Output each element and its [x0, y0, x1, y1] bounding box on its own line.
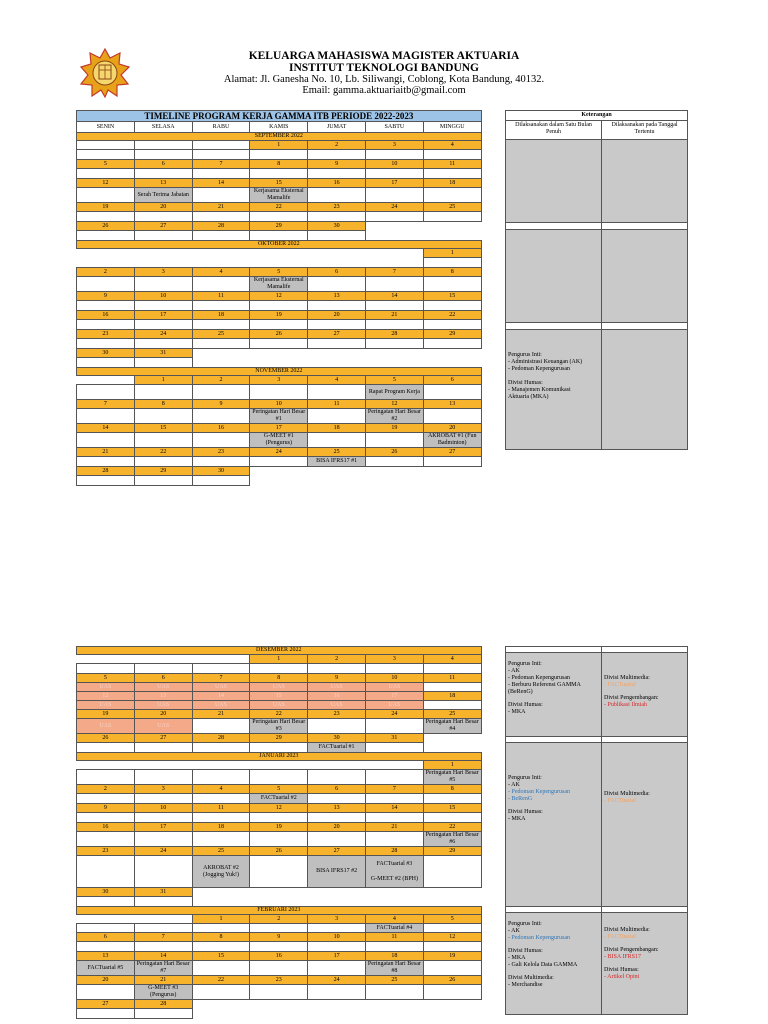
- uas-cell: UAS: [192, 701, 250, 710]
- day-header: KAMIS: [250, 122, 308, 133]
- uas-cell: UAS: [250, 683, 308, 692]
- keterangan-top: [505, 110, 688, 450]
- event-cell: Rapat Program Kerja: [365, 385, 423, 400]
- uas-cell: UAS: [192, 683, 250, 692]
- day-header: JUMAT: [308, 122, 366, 133]
- day-header: SELASA: [134, 122, 192, 133]
- keterangan-feb-right: Divisi Multimedia: - FACTuarial Divisi Pengembangan: - BISA IFRS17 Divisi Humas: - Artikel Opini: [602, 913, 688, 1015]
- uas-cell: UAS: [134, 683, 192, 692]
- event-cell: Peringatan Hari Besar #1: [250, 409, 308, 424]
- month-label: DESEMBER 2022: [77, 647, 482, 655]
- day-header: RABU: [192, 122, 250, 133]
- institute-name: INSTITUT TEKNOLOGI BANDUNG: [288, 62, 479, 74]
- event-cell: AKROBAT #2 (Jogging Yuk!): [192, 856, 250, 888]
- keterangan-des-left: Pengurus Inti: - AK - Pedoman Kepengurusan - Berburu Referensi GAMMA (BeRenG) Divisi Humas: - MKA: [506, 653, 602, 737]
- keterangan-feb-left: Pengurus Inti: - AK - Pedoman Kepengurusan Divisi Humas: - MKA - Gali Kelola Data GAMMA Divisi Multimedia: - Merchandise: [506, 913, 602, 1015]
- month-label: SEPTEMBER 2022: [77, 133, 482, 141]
- event-cell: FACTuarial #4: [365, 924, 423, 933]
- calendar-des-feb: DESEMBER 2022 1 2 3 4 5 6 7 8 9 10 11 UAS UAS UAS UAS UAS UAS 12 13 14 15 16 17 18 UAS UAS UAS UAS UAS UAS 19 20 21 22 23 24 25 UAS UAS Peringatan Hari Besar #3 Peringatan Hari Besar #4 26 27 28 29 30 31 FACTuarial #1 JANUARI 2023 1 Peringatan Hari Besar #5 2 3 4 5 6 7 8 FACTuarial #2 9 10 11 12 13 14 15 16 17 18 19 20 21 22 Peringatan Hari Besar #6 23 24 25 26 27 28 29 AKROBAT #2 (Jogging Yuk!) BISA IFRS17 #2 FACTuarial #3 G-MEET #2 (BPH) 30 31 FEBRUARI 2023 1 2 3 4 5 FACTuarial #4 6 7 8 9 10 11 12 13 14 15 16 17 18 19 FACTuarial #5 Peringatan Hari Besar #7 Peringatan Hari Besar #8 20 21 22 23 24 25 26 G-MEET #3 (Pengurus) 27 28: [76, 646, 482, 1019]
- event-cell: G-MEET #3 (Pengurus): [134, 985, 192, 1000]
- uas-cell: UAS: [365, 683, 423, 692]
- day-header: SABTU: [365, 122, 423, 133]
- month-label: NOVEMBER 2022: [77, 368, 482, 376]
- uas-cell: UAS: [308, 701, 366, 710]
- keterangan-jan-right: Divisi Multimedia: - FACTuarial: [602, 743, 688, 907]
- event-cell: BISA IFRS17 #1: [308, 457, 366, 467]
- month-label: FEBRUARI 2023: [77, 907, 482, 915]
- uas-cell: UAS: [250, 701, 308, 710]
- month-label: OKTOBER 2022: [77, 241, 482, 249]
- keterangan-nov: Pengurus Inti: - Administrasi Keuangan (AK) - Pedoman Kepengurusan Divisi Humas: - Manajemen Komunikasi Aktuaria (MKA): [506, 330, 602, 450]
- keterangan-des-right: Divisi Multimedia: - FACTuarial Divisi Pengembangan: - Publikasi Ilmiah: [602, 653, 688, 737]
- event-cell: Peringatan Hari Besar #8: [365, 961, 423, 976]
- keterangan-col2: Dilaksanakan pada Tanggal Tertentu: [602, 121, 688, 140]
- keterangan-bottom: [505, 646, 688, 1015]
- timeline-title: TIMELINE PROGRAM KERJA GAMMA ITB PERIODE 2022-2023: [77, 111, 482, 122]
- email: Email: gamma.aktuariaitb@gmail.com: [302, 85, 466, 96]
- event-cell: BISA IFRS17 #2: [308, 856, 366, 888]
- uas-cell: UAS: [77, 719, 135, 734]
- event-cell: Peringatan Hari Besar #5: [423, 770, 481, 785]
- keterangan-col1: Dilaksanakan dalam Satu Bulan Penuh: [506, 121, 602, 140]
- keterangan-title: Keterangan: [506, 111, 688, 121]
- month-label: JANUARI 2023: [77, 753, 482, 761]
- address: Alamat: Jl. Ganesha No. 10, Lb. Siliwangi, Coblong, Kota Bandung, 40132.: [223, 74, 545, 85]
- event-cell: Kerjasama Eksternal Mamalife: [250, 277, 308, 292]
- keterangan-jan-left: Pengurus Inti: - AK - Pedoman Kepengurusan - BeRenG Divisi Humas: - MKA: [506, 743, 602, 907]
- uas-cell: UAS: [308, 683, 366, 692]
- event-cell: FACTuarial #3 G-MEET #2 (BPH): [365, 856, 423, 888]
- event-cell: Peringatan Hari Besar #3: [250, 719, 308, 734]
- event-cell: Peringatan Hari Besar #4: [423, 719, 481, 734]
- event-cell: FACTuarial #2: [250, 794, 308, 804]
- org-name: KELUARGA MAHASISWA MAGISTER AKTUARIA: [248, 50, 520, 62]
- event-cell: Peringatan Hari Besar #6: [423, 832, 481, 847]
- uas-cell: UAS: [365, 701, 423, 710]
- uas-cell: UAS: [134, 701, 192, 710]
- event-cell: FACTuarial #1: [308, 743, 366, 753]
- event-cell: Peringatan Hari Besar #2: [365, 409, 423, 424]
- uas-cell: UAS: [77, 683, 135, 692]
- event-cell: Peringatan Hari Besar #7: [134, 961, 192, 976]
- day-header: MINGGU: [423, 122, 481, 133]
- event-cell: Kerjasama Eksternal Mamalife: [250, 188, 308, 203]
- event-cell: AKROBAT #1 (Fun Badminton): [423, 433, 481, 448]
- event-cell: Serah Terima Jabatan: [134, 188, 192, 203]
- event-cell: G-MEET #1 (Pengurus): [250, 433, 308, 448]
- letterhead: [0, 50, 768, 96]
- event-cell: FACTuarial #5: [77, 961, 135, 976]
- day-header: SENIN: [77, 122, 135, 133]
- calendar-sep-nov: TIMELINE PROGRAM KERJA GAMMA ITB PERIODE 2022-2023 SENIN SELASA RABU KAMIS JUMAT SABTU MINGGU SEPTEMBER 2022 1 2 3 4 5 6 7 8 9 10 11 12 13 14 15 16 17 18 Serah Terima Jabatan Kerjasama Eksternal Mamalife 19 20 21 22 23 24 25 26 27 28 29 30 OKTOBER 2022 1 2 3 4 5 6 7 8 Kerjasama Eksternal Mamalife 9 10 11 12 13 14 15 16 17 18 19 20 21 22 23 24 25 26 27 28 29 30 31 NOVEMBER 2022 1 2 3 4 5 6 Rapat Program Kerja 7 8 9 10 11 12 13 Peringatan Hari Besar #1 Peringatan Hari Besar #2 14 15 16 17 18 19 20 G-MEET #1 (Pengurus) AKROBAT #1 (Fun Badminton) 21 22 23 24 25 26 27 BISA IFRS17 #1 28 29 30: [76, 110, 482, 486]
- uas-cell: UAS: [134, 719, 192, 734]
- uas-cell: UAS: [77, 701, 135, 710]
